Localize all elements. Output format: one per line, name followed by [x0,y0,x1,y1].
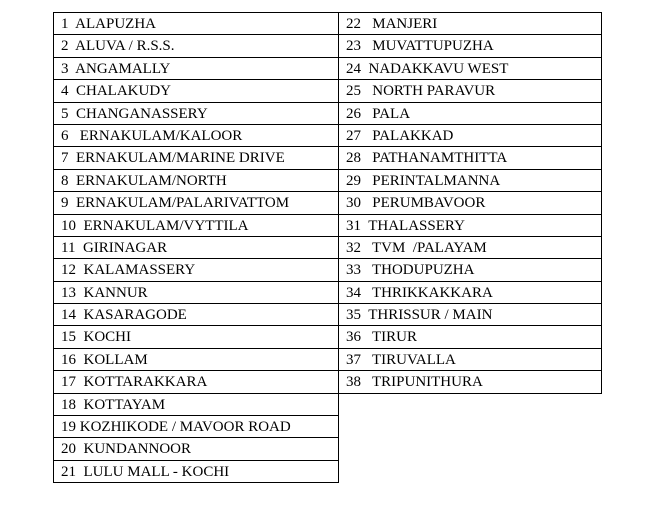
table-cell: 24 NADAKKAVU WEST [339,57,602,80]
table-cell: 16 KOLLAM [53,348,339,371]
right-column [339,12,602,394]
table-cell: 34 THRIKKAKKARA [339,281,602,304]
table-cell: 1 ALAPUZHA [53,12,339,35]
table-cell: 25 NORTH PARAVUR [339,79,602,102]
table-cell: 14 KASARAGODE [53,303,339,326]
table-cell: 18 KOTTAYAM [53,393,339,416]
left-column [53,12,339,483]
table-cell: 32 TVM /PALAYAM [339,236,602,259]
table-cell: 21 LULU MALL - KOCHI [53,460,339,483]
table-cell: 36 TIRUR [339,325,602,348]
table-cell: 35 THRISSUR / MAIN [339,303,602,326]
table-cell: 29 PERINTALMANNA [339,169,602,192]
table-cell: 15 KOCHI [53,325,339,348]
table-cell: 4 CHALAKUDY [53,79,339,102]
table-cell: 12 KALAMASSERY [53,258,339,281]
table-cell: 2 ALUVA / R.S.S. [53,34,339,57]
table-cell: 8 ERNAKULAM/NORTH [53,169,339,192]
table-cell: 30 PERUMBAVOOR [339,191,602,214]
table-cell: 6 ERNAKULAM/KALOOR [53,124,339,147]
table-cell: 23 MUVATTUPUZHA [339,34,602,57]
table-cell: 26 PALA [339,102,602,125]
table-cell: 10 ERNAKULAM/VYTTILA [53,214,339,237]
table-cell: 7 ERNAKULAM/MARINE DRIVE [53,146,339,169]
table-cell: 13 KANNUR [53,281,339,304]
location-table [53,12,603,504]
table-cell: 3 ANGAMALLY [53,57,339,80]
table-cell: 38 TRIPUNITHURA [339,370,602,393]
table-cell: 9 ERNAKULAM/PALARIVATTOM [53,191,339,214]
table-cell: 22 MANJERI [339,12,602,35]
table-cell: 28 PATHANAMTHITTA [339,146,602,169]
table-cell: 37 TIRUVALLA [339,348,602,371]
table-cell: 27 PALAKKAD [339,124,602,147]
table-cell: 17 KOTTARAKKARA [53,370,339,393]
table-cell: 5 CHANGANASSERY [53,102,339,125]
table-cell: 31 THALASSERY [339,214,602,237]
table-cell: 20 KUNDANNOOR [53,437,339,460]
table-cell: 33 THODUPUZHA [339,258,602,281]
table-cell: 19 KOZHIKODE / MAVOOR ROAD [53,415,339,438]
table-cell: 11 GIRINAGAR [53,236,339,259]
